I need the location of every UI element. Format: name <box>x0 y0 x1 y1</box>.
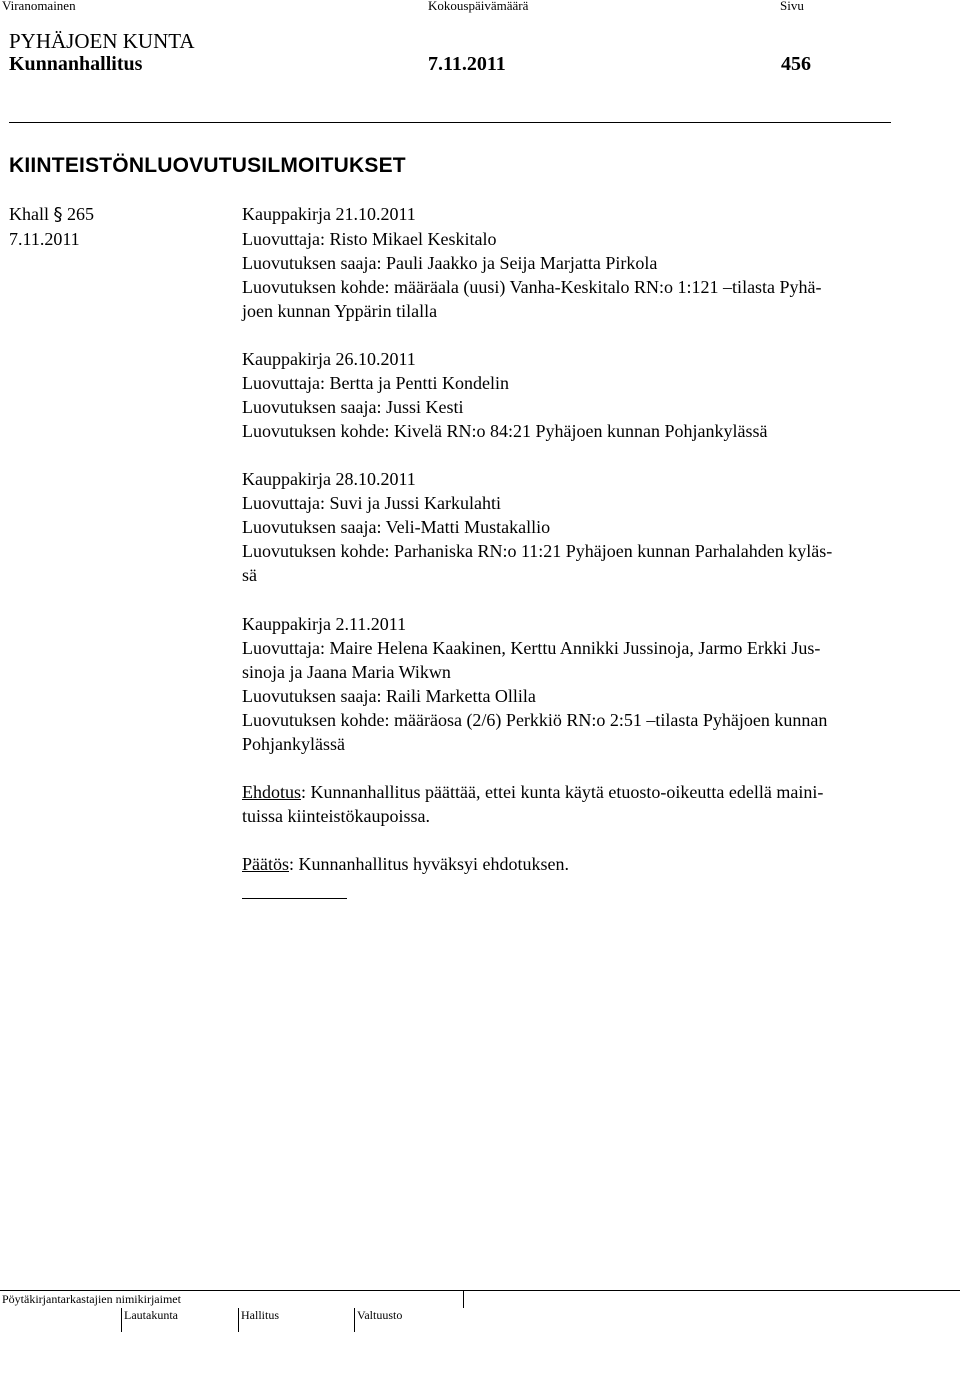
entry-heading: Kauppakirja 26.10.2011 <box>242 349 416 369</box>
entry-heading: Kauppakirja 28.10.2011 <box>242 469 416 489</box>
proposal-line <box>242 782 823 803</box>
body-name: Kunnanhallitus <box>9 53 143 75</box>
entry-line: joen kunnan Yppärin tilalla <box>242 301 438 321</box>
entry-heading: Kauppakirja 21.10.2011 <box>242 204 416 224</box>
entry-line: Luovutuksen saaja: Veli-Matti Mustakallio <box>242 517 551 537</box>
entry-line: Luovutuksen kohde: määräosa (2/6) Perkkiö RN:o 2:51 –tilasta Pyhäjoen kunnan <box>242 710 828 730</box>
entry-line: Luovutuksen saaja: Jussi Kesti <box>242 397 464 417</box>
footer-col-board: Lautakunta <box>124 1308 178 1322</box>
footer-separator <box>463 1290 464 1308</box>
decision-text: : Kunnanhallitus hyväksyi ehdotuksen. <box>289 854 569 874</box>
section-reference <box>9 204 94 225</box>
section-sign: § <box>53 204 63 225</box>
organization-name: PYHÄJOEN KUNTA <box>9 29 195 53</box>
entry-heading: Kauppakirja 2.11.2011 <box>242 614 407 634</box>
entry-line: Luovuttaja: Suvi ja Jussi Karkulahti <box>242 493 501 513</box>
decision-label: Päätös <box>242 854 289 874</box>
document-title: KIINTEISTÖNLUOVUTUSILMOITUKSET <box>9 154 406 177</box>
entry-line: Luovutuksen kohde: Parhaniska RN:o 11:21 Pyhäjoen kunnan Parhalahden kyläs- <box>242 541 833 561</box>
header-divider <box>9 122 891 123</box>
entry-line: sinoja ja Jaana Maria Wikwn <box>242 662 451 682</box>
proposal-line-2: tuissa kiinteistökaupoissa. <box>242 806 430 826</box>
footer-separator <box>354 1308 355 1332</box>
header-authority-label: Viranomainen <box>2 0 76 13</box>
entry-line: Luovutuksen saaja: Pauli Jaakko ja Seija Marjatta Pirkola <box>242 253 658 273</box>
end-divider <box>242 898 347 899</box>
proposal-label: Ehdotus <box>242 782 302 802</box>
entry-line: Luovuttaja: Bertta ja Pentti Kondelin <box>242 373 509 393</box>
entry-line: Luovutuksen kohde: Kivelä RN:o 84:21 Pyhäjoen kunnan Pohjankylässä <box>242 421 768 441</box>
entry-line: Luovuttaja: Risto Mikael Keskitalo <box>242 229 497 249</box>
section-number: 265 <box>67 204 94 224</box>
footer-col-government: Hallitus <box>241 1308 279 1322</box>
entry-line: Luovutuksen kohde: määräala (uusi) Vanha-Keskitalo RN:o 1:121 –tilasta Pyhä- <box>242 277 822 297</box>
entry-line: Luovutuksen saaja: Raili Marketta Ollila <box>242 686 536 706</box>
section-date: 7.11.2011 <box>9 229 80 249</box>
entry-line: Luovuttaja: Maire Helena Kaakinen, Kerttu Annikki Jussinoja, Jarmo Erkki Jus- <box>242 638 821 658</box>
section-prefix: Khall <box>9 204 49 224</box>
header-meeting-date-label: Kokouspäivämäärä <box>428 0 529 13</box>
footer-separator <box>121 1308 122 1332</box>
page-number: 456 <box>781 53 811 75</box>
footer-col-council: Valtuusto <box>357 1308 403 1322</box>
proposal-text: : Kunnanhallitus päättää, ettei kunta käytä etuosto-oikeutta edellä maini- <box>301 782 824 802</box>
signatures-label: Pöytäkirjantarkastajien nimikirjaimet <box>2 1292 181 1306</box>
decision-line <box>242 854 569 875</box>
header-page-label: Sivu <box>780 0 804 13</box>
entry-line: Pohjankylässä <box>242 734 345 754</box>
meeting-date: 7.11.2011 <box>428 53 506 75</box>
footer-divider <box>0 1290 960 1291</box>
footer-separator <box>238 1308 239 1332</box>
entry-line: sä <box>242 565 257 585</box>
